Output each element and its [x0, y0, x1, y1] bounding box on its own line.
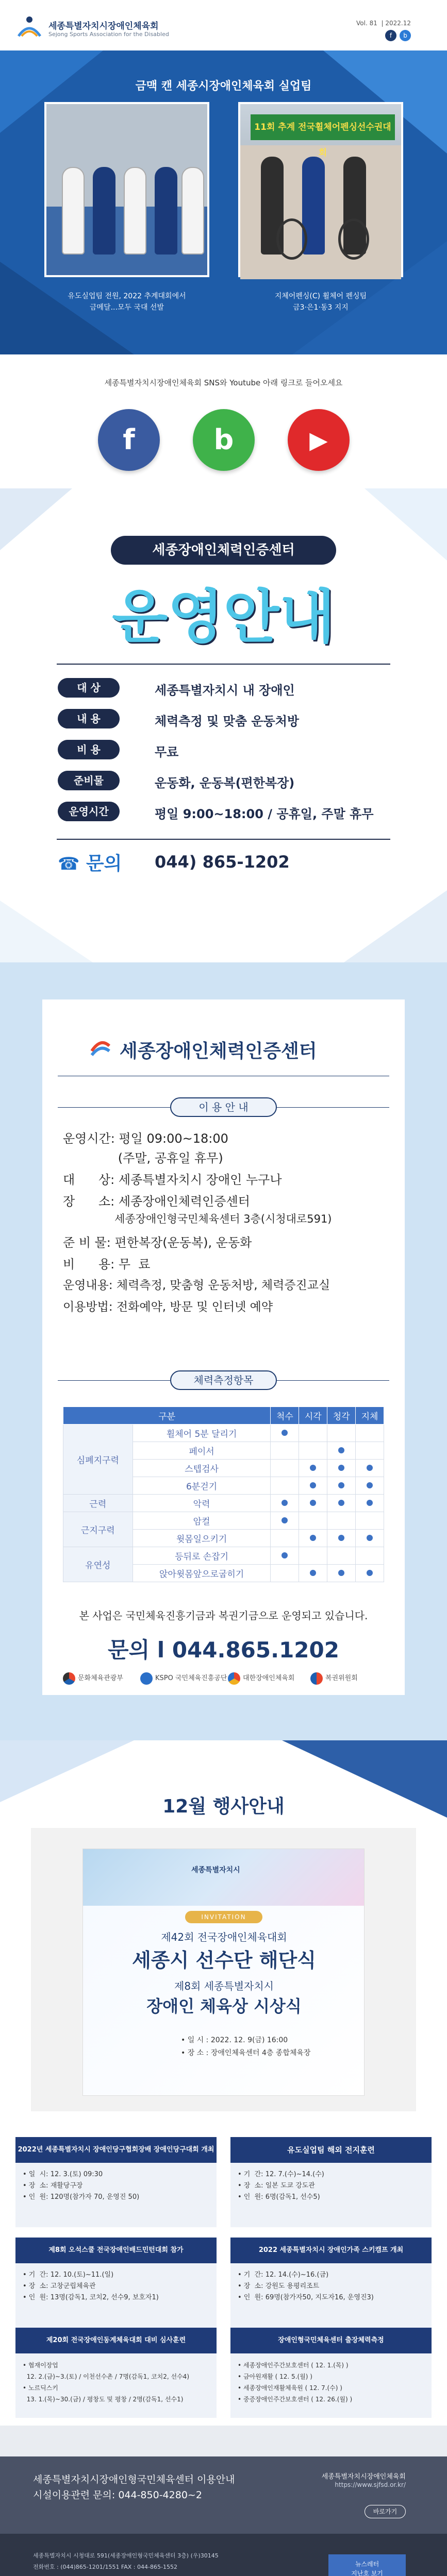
shortcut-button[interactable]: 바로가기: [365, 2505, 406, 2518]
table-cell: [356, 1547, 384, 1565]
org-name-en: Sejong Sports Association for the Disabled: [48, 31, 169, 38]
facebook-button[interactable]: f: [98, 409, 160, 471]
photo-caption-left: 유도실업팀 전원, 2022 추계대회에서 금메달...모두 국대 선발: [68, 292, 186, 312]
table-cell: [299, 1460, 327, 1477]
event-box-winter-games[interactable]: 제20회 전국장애인동계체육대회 대비 심사훈련 • 협재이장업 12. 2.(금)~3.(토) / 이천선수촌 / 7명(감독1, 코치2, 선수4) • 노르딕스키 13. 1.(목)~30.(금) / 평창도 및 평창 / 2명(감독1, 선수1): [15, 2328, 217, 2418]
table-item: 암컬: [133, 1512, 271, 1530]
table-category: 유연성: [63, 1547, 133, 1582]
event-box-badminton[interactable]: 제8회 오석스쿨 전국장애인배드민턴대회 참가 • 기 간: 12. 10.(토)~11.(일) • 장 소: 고창군립체육관 • 인 원: 13명(감독1, 코치2, 선수9, 보호자1): [15, 2238, 217, 2328]
sns-text: 세종특별자치시장애인체육회 SNS와 Youtube 아래 링크로 들어오세요: [104, 378, 343, 387]
poster-line4: 장애인 체육상 시상식: [146, 1996, 302, 2016]
value-content: 체력측정 및 맞춤 운동처방: [155, 714, 300, 728]
info-place: 장 소: 세종장애인체력인증센터: [63, 1194, 250, 1209]
event-box-fitness-visit[interactable]: 장애인형국민체육센터 출장체력측정 • 세종장애인주간보호센터 ( 12. 1.(목) ) • 금아원재활 ( 12. 5.(월) ) • 세종장애인재활체육원 ( 12. 7.(수) ) • 중증장애인주간보호센터 ( 12. 26.(월) ): [230, 2328, 432, 2418]
sns-section: [0, 354, 447, 488]
table-item: 페이서: [133, 1442, 271, 1460]
table-row: [63, 1512, 384, 1530]
headline-banner: [0, 50, 447, 354]
measurement-table: [63, 1406, 384, 1582]
issue-info: Vol. 81 | 2022.12: [356, 20, 411, 27]
col-header-hearing: 청각: [327, 1407, 356, 1425]
poster-place: • 장 소 : 장애인체육센터 4층 종합체육장: [181, 2049, 311, 2057]
table-item: 앉아윗몸앞으로굽히기: [133, 1565, 271, 1582]
table-cell: [271, 1442, 299, 1460]
check-dot-icon: [310, 1465, 316, 1471]
table-cell: [271, 1512, 299, 1530]
poster-line2: 세종시 선수단 해단식: [132, 1949, 316, 1972]
table-cell: [356, 1530, 384, 1547]
table-cell: [299, 1495, 327, 1512]
table-item: 악력: [133, 1495, 271, 1512]
table-cell: [327, 1512, 356, 1530]
table-item: 등뒤로 손잡기: [133, 1547, 271, 1565]
table-cell: [327, 1495, 356, 1512]
info-target: 대 상: 세종특별자치시 장애인 누구나: [63, 1173, 282, 1187]
measurement-items-pill: 체력측정항목: [170, 1370, 277, 1390]
check-dot-icon: [338, 1535, 344, 1541]
footer-top: [0, 2456, 447, 2534]
december-events: [0, 1740, 447, 2426]
divider: [57, 664, 390, 665]
partner-logos: [63, 1669, 384, 1688]
contact-number[interactable]: 044) 865-1202: [155, 852, 290, 872]
youtube-button[interactable]: ▶: [288, 409, 350, 471]
usage-guide-pill: 이 용 안 내: [170, 1097, 277, 1117]
check-dot-icon: [310, 1500, 316, 1506]
table-item: 6분걷기: [133, 1477, 271, 1495]
label-cost: 비 용: [58, 740, 120, 759]
band-button[interactable]: b: [193, 409, 255, 471]
table-cell: [271, 1530, 299, 1547]
partner-mcst: 문화체육관광부: [63, 1669, 123, 1688]
check-dot-icon: [367, 1482, 373, 1488]
competition-sign: 11회 추계 전국휠체어펜싱선수권대회: [251, 114, 395, 140]
table-cell: [356, 1512, 384, 1530]
facebook-icon[interactable]: f: [385, 30, 396, 41]
check-dot-icon: [282, 1500, 288, 1506]
table-cell: [356, 1477, 384, 1495]
col-header-physical: 지체: [356, 1407, 384, 1425]
phone-icon: ☎: [58, 854, 80, 874]
band-icon[interactable]: b: [400, 30, 411, 41]
table-item: 윗몸일으키기: [133, 1530, 271, 1547]
poster-date: • 일 시 : 2022. 12. 9(금) 16:00: [181, 2036, 288, 2044]
table-cell: [271, 1495, 299, 1512]
value-hours: 평일 9:00~18:00 / 공휴일, 주말 휴무: [155, 807, 374, 821]
check-dot-icon: [338, 1570, 344, 1576]
table-row: [63, 1425, 384, 1442]
table-cell: [327, 1442, 356, 1460]
check-dot-icon: [367, 1500, 373, 1506]
center-operation-section: [0, 488, 447, 962]
info-method: 이용방법: 전화예약, 방문 및 인터넷 예약: [63, 1300, 273, 1314]
table-cell: [356, 1425, 384, 1442]
fund-notice: 본 사업은 국민체육진흥기금과 복권기금으로 운영되고 있습니다.: [79, 1609, 368, 1622]
table-cell: [327, 1565, 356, 1582]
footer-bottom: [0, 2534, 447, 2576]
inquiry-number[interactable]: 문의 l 044.865.1202: [108, 1637, 339, 1663]
check-dot-icon: [338, 1465, 344, 1471]
table-category: 근력: [63, 1495, 133, 1512]
col-header-spinal: 척수: [271, 1407, 299, 1425]
table-cell: [356, 1460, 384, 1477]
label-content: 내 용: [58, 709, 120, 728]
value-cost: 무료: [155, 745, 179, 759]
footer-phone: 전화번호 : (044)865-1201/1551 FAX : 044-865-1552: [33, 2564, 177, 2570]
info-place-detail: 세종장애인형국민체육센터 3층(시청대로591): [63, 1213, 332, 1225]
check-dot-icon: [367, 1570, 373, 1576]
check-dot-icon: [338, 1500, 344, 1506]
ceremony-poster[interactable]: [82, 1849, 365, 2096]
footer-facility: 세종특별자치시장애인형국민체육센터 이용안내: [33, 2474, 235, 2485]
table-category: 근지구력: [63, 1512, 133, 1547]
judo-team-photo[interactable]: [44, 102, 209, 312]
footer: [0, 2426, 447, 2576]
fitness-center-info: [0, 962, 447, 1740]
table-row: [63, 1547, 384, 1565]
value-supplies: 운동화, 운동복(편한복장): [155, 776, 295, 790]
table-cell: [299, 1425, 327, 1442]
table-cell: [271, 1425, 299, 1442]
footer-inquiry: 시설이용관련 문의: 044-850-4280~2: [33, 2489, 202, 2501]
table-cell: [299, 1565, 327, 1582]
invitation-badge: INVITATION: [185, 1911, 262, 1923]
table-cell: [327, 1547, 356, 1565]
check-dot-icon: [338, 1482, 344, 1488]
table-cell: [271, 1460, 299, 1477]
info-hours: 운영시간: 평일 09:00~18:00: [63, 1131, 228, 1146]
footer-url[interactable]: https://www.sjfsd.or.kr/: [335, 2481, 406, 2488]
table-cell: [327, 1477, 356, 1495]
check-dot-icon: [282, 1552, 288, 1558]
footer-org: 세종특별자치시장애인체육회: [321, 2473, 406, 2481]
poster-line1: 제42회 전국장애인체육대회: [161, 1931, 287, 1943]
table-cell: [271, 1477, 299, 1495]
newsletter-archive-button[interactable]: 뉴스레터 지난호 보기: [328, 2554, 406, 2576]
check-dot-icon: [367, 1535, 373, 1541]
poster-org: 세종특별자치시: [191, 1866, 240, 1874]
table-item: 휠체어 5분 달리기: [133, 1425, 271, 1442]
table-cell: [327, 1530, 356, 1547]
partner-lottery: 복권위원회: [310, 1669, 358, 1688]
card-title: 세종장애인체력인증센터: [120, 1041, 317, 1062]
table-cell: [271, 1565, 299, 1582]
table-cell: [271, 1547, 299, 1565]
contact-label: ☎ 문의: [58, 853, 122, 874]
operation-title: 운영안내: [112, 584, 335, 651]
table-cell: [299, 1512, 327, 1530]
header: [0, 0, 447, 50]
label-hours: 운영시간: [58, 802, 120, 821]
check-dot-icon: [310, 1570, 316, 1576]
check-dot-icon: [282, 1430, 288, 1436]
value-target: 세종특별자치시 내 장애인: [155, 683, 295, 698]
table-cell: [299, 1477, 327, 1495]
table-cell: [356, 1442, 384, 1460]
check-dot-icon: [282, 1517, 288, 1523]
check-dot-icon: [338, 1447, 344, 1453]
info-hours-note: (주말, 공휴일 휴무): [63, 1151, 223, 1165]
center-name-pill: 세종장애인체력인증센터: [111, 536, 336, 565]
check-dot-icon: [310, 1535, 316, 1541]
photo-caption-right: 지체어펜싱(C) 휠체어 펜싱팀 금3·은1·동3 지지: [274, 292, 367, 312]
table-cell: [299, 1547, 327, 1565]
events-title: 12월 행사안내: [162, 1796, 285, 1817]
info-content: 운영내용: 체력측정, 맞춤형 운동처방, 체력증진교실: [63, 1279, 330, 1292]
info-supplies: 준 비 물: 편한복장(운동복), 운동화: [63, 1235, 252, 1250]
event-box-judo-training[interactable]: 유도실업팀 해외 전지훈련 • 기 간: 12. 7.(수)~14.(수) • 장 소: 일본 도쿄 강도관 • 인 원: 6명(감독1, 선수5): [230, 2137, 432, 2227]
divider: [57, 839, 390, 840]
event-box-billiards[interactable]: 2022년 세종특별자치시 장애인당구협회장배 장애인당구대회 개최 • 일 시: 12. 3.(토) 09:30 • 장 소: 재활당구장 • 인 원: 120명(참가자 70, 운영진 50): [15, 2137, 217, 2227]
label-target: 대 상: [58, 678, 120, 698]
info-cost: 비 용: 무 료: [63, 1257, 151, 1272]
table-cell: [327, 1425, 356, 1442]
table-category: 심폐지구력: [63, 1425, 133, 1495]
banner-title: 금맥 캔 세종시장애인체육회 실업팀: [135, 80, 312, 93]
table-cell: [299, 1442, 327, 1460]
info-card: [42, 999, 405, 1695]
association-logo: [16, 15, 42, 39]
fitness-center-logo: [89, 1036, 112, 1059]
check-dot-icon: [367, 1465, 373, 1471]
col-header-visual: 시각: [299, 1407, 327, 1425]
table-cell: [299, 1530, 327, 1547]
table-cell: [356, 1495, 384, 1512]
poster-line3: 제8회 세종특별자치시: [174, 1980, 274, 1992]
table-cell: [327, 1460, 356, 1477]
fencing-team-photo[interactable]: [238, 102, 403, 312]
check-dot-icon: [310, 1482, 316, 1488]
org-name: 세종특별자치시장애인체육회: [48, 21, 159, 31]
table-row: [63, 1495, 384, 1512]
partner-kspo: KSPO 국민체육진흥공단: [140, 1669, 227, 1688]
event-box-ski-camp[interactable]: 2022 세종특별자치시 장애인가족 스키캠프 개최 • 기 간: 12. 14.(수)~16.(금) • 장 소: 강원도 용평리조트 • 인 원: 69명(참가자50, 지도자16, 운영진3): [230, 2238, 432, 2328]
table-item: 스텝검사: [133, 1460, 271, 1477]
table-cell: [356, 1565, 384, 1582]
label-supplies: 준비물: [58, 771, 120, 790]
col-header-category: 구분: [63, 1407, 271, 1425]
partner-kpc: 대한장애인체육회: [228, 1669, 294, 1688]
footer-address: 세종특별자치시 시청대로 591(세종장애인형국민체육센터 3층) (우)30145: [33, 2552, 219, 2559]
